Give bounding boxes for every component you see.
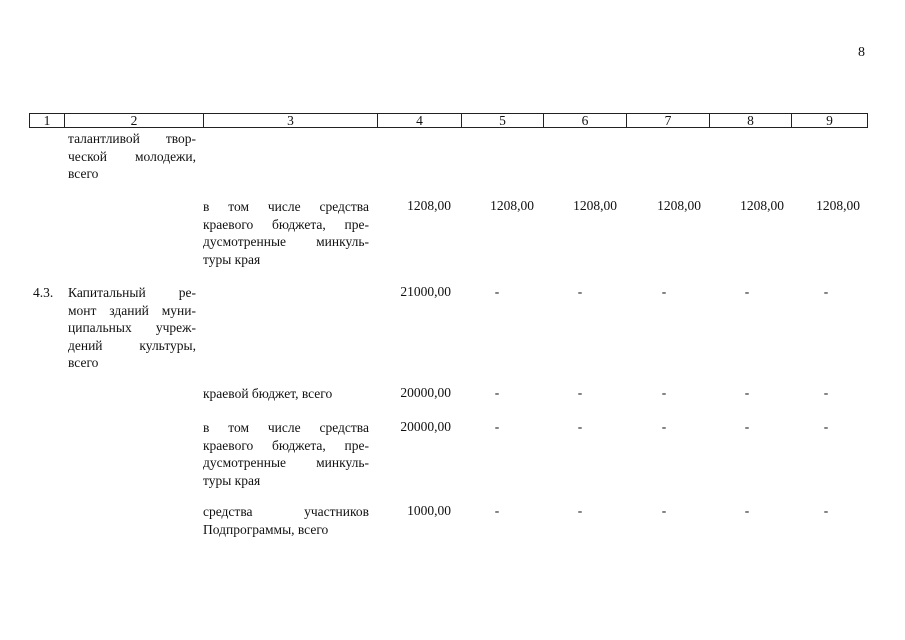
text-line: дусмотренные минкуль-	[203, 234, 369, 249]
text-line: дений культуры,	[68, 337, 196, 353]
text-line: краевой бюджет, всего	[203, 386, 333, 401]
header-cell-9: 9	[791, 114, 867, 127]
header-cell-3: 3	[203, 114, 377, 127]
text-line: туры края	[203, 472, 261, 488]
text-line: Капитальный ре-	[68, 285, 196, 300]
row-1-col3	[203, 198, 369, 268]
row-2-val-col7: -	[661, 284, 667, 299]
row-2-val-col6: -	[577, 284, 583, 299]
row-1-val-col6: 1208,00	[573, 198, 617, 213]
row-5-val-col4: 1000,00	[407, 503, 451, 518]
row-2-col2	[68, 284, 196, 372]
row-4-val-col6: -	[577, 419, 583, 434]
row-3-val-col9: -	[823, 385, 829, 400]
header-cell-2: 2	[64, 114, 203, 127]
text-line: всего	[68, 355, 99, 370]
header-cell-8: 8	[709, 114, 791, 127]
text-line: ческой молодежи,	[68, 148, 196, 164]
row-0-col2	[68, 130, 196, 183]
text-line: краевого бюджета, пре-	[203, 216, 369, 232]
row-2-num: 4.3.	[33, 285, 54, 300]
row-5-val-col7: -	[661, 503, 667, 518]
row-2-val-col5: -	[494, 284, 500, 299]
row-5-val-col8: -	[744, 503, 750, 518]
text-line: туры края	[203, 251, 261, 267]
row-1-val-col9: 1208,00	[816, 198, 860, 213]
text-line: всего	[68, 166, 99, 181]
row-2-val-col4: 21000,00	[400, 284, 451, 299]
row-1-val-col7: 1208,00	[657, 198, 701, 213]
text-line: в том числе средства	[203, 199, 369, 214]
header-cell-4: 4	[377, 114, 461, 127]
row-4-val-col7: -	[661, 419, 667, 434]
row-3-val-col7: -	[661, 385, 667, 400]
row-3-val-col6: -	[577, 385, 583, 400]
row-5-val-col6: -	[577, 503, 583, 518]
row-3-col3	[203, 385, 332, 403]
table-header-row	[29, 113, 868, 128]
row-2-val-col9: -	[823, 284, 829, 299]
header-cell-6: 6	[543, 114, 626, 127]
header-cell-1: 1	[43, 113, 51, 128]
row-5-col3	[203, 503, 369, 538]
row-1-val-col5: 1208,00	[490, 198, 534, 213]
header-cell-5: 5	[461, 114, 543, 127]
row-4-val-col9: -	[823, 419, 829, 434]
page-number: 8	[858, 45, 865, 60]
row-5-val-col9: -	[823, 503, 829, 518]
row-1-val-col4: 1208,00	[407, 198, 451, 213]
text-line: дусмотренные минкуль-	[203, 455, 369, 470]
text-line: в том числе средства	[203, 420, 369, 435]
text-line: средства участников	[203, 504, 369, 519]
text-line: краевого бюджета, пре-	[203, 437, 369, 453]
row-3-val-col5: -	[494, 385, 500, 400]
row-3-val-col4: 20000,00	[400, 385, 451, 400]
row-4-val-col4: 20000,00	[400, 419, 451, 434]
text-line: монт зданий муни-	[68, 302, 196, 318]
header-cell-7: 7	[626, 114, 709, 127]
row-3-val-col8: -	[744, 385, 750, 400]
row-4-val-col5: -	[494, 419, 500, 434]
text-line: ципальных учреж-	[68, 320, 196, 335]
row-1-val-col8: 1208,00	[740, 198, 784, 213]
text-line: талантливой твор-	[68, 131, 196, 146]
row-4-val-col8: -	[744, 419, 750, 434]
row-5-val-col5: -	[494, 503, 500, 518]
row-2-val-col8: -	[744, 284, 750, 299]
row-4-col3	[203, 419, 369, 489]
text-line: Подпрограммы, всего	[203, 521, 329, 537]
